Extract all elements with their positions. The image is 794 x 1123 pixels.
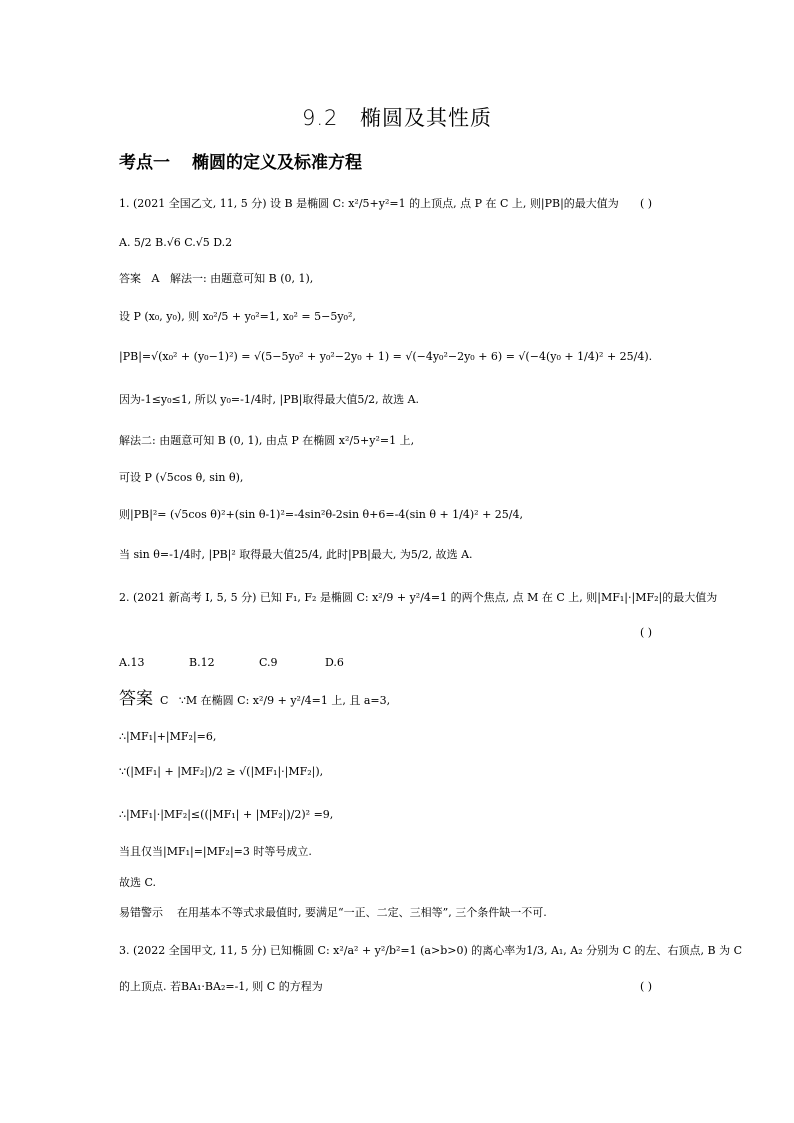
q1-answer-line	[119, 272, 313, 286]
q2-solution-line: ∵M 在椭圆 C: x²/9 + y²/4=1 上, 且 a=3,	[178, 694, 391, 707]
title-number: 9.2	[301, 106, 339, 130]
q2-solution-line: ∴|MF₁|+|MF₂|=6,	[119, 730, 217, 743]
q3-bracket: ( )	[640, 980, 653, 993]
q2-option-a: A.13	[119, 656, 145, 669]
q1-bracket: ( )	[640, 197, 653, 210]
q1-answer-choice: A	[151, 272, 160, 285]
q1-solution-line: 可设 P (√5cos θ, sin θ),	[119, 471, 244, 484]
q2-answer-choice: C	[160, 694, 169, 707]
section-text: 椭圆的定义及标准方程	[192, 153, 362, 173]
q2-warning-label: 易错警示	[119, 906, 163, 919]
q2-solution-line: 故选 C.	[119, 876, 157, 889]
q1-answer-label: 答案	[119, 272, 141, 285]
q2-answer-line	[119, 689, 390, 711]
q2-solution-line: ∵(|MF₁| + |MF₂|)/2 ≥ √(|MF₁|·|MF₂|),	[119, 765, 324, 778]
q3-stem-line2: 的上顶点. 若BA₁·BA₂=-1, 则 C 的方程为	[119, 980, 323, 993]
q2-bracket: ( )	[640, 626, 653, 639]
q2-solution-line: 当且仅当|MF₁|=|MF₂|=3 时等号成立.	[119, 845, 312, 858]
q1-stem: 1. (2021 全国乙文, 11, 5 分) 设 B 是椭圆 C: x²/5+y²=1 的上顶点, 点 P 在 C 上, 则|PB|的最大值为	[119, 197, 619, 210]
q2-answer-label: 答案	[119, 689, 153, 709]
q2-option-d: D.6	[325, 656, 344, 669]
page-title	[0, 102, 794, 132]
q1-solution-line: 因为-1≤y₀≤1, 所以 y₀=-1/4时, |PB|取得最大值5/2, 故选 A.	[119, 393, 420, 406]
section-label: 考点一	[119, 153, 170, 173]
q2-solution-line: ∴|MF₁|·|MF₂|≤((|MF₁| + |MF₂|)/2)² =9,	[119, 808, 334, 821]
q1-solution-line: |PB|=√(x₀² + (y₀−1)²) = √(5−5y₀² + y₀²−2y₀ + 1) = √(−4y₀²−2y₀ + 6) = √(−4(y₀ + 1/4)² + 25/4).	[119, 350, 653, 363]
q2-options	[119, 656, 344, 670]
q1-solution-line: 解法一: 由题意可知 B (0, 1),	[169, 272, 314, 285]
q1-solution-line: 则|PB|²= (√5cos θ)²+(sin θ-1)²=-4sin²θ-2sin θ+6=-4(sin θ + 1/4)² + 25/4,	[119, 508, 523, 521]
section-heading	[119, 148, 362, 173]
q1-solution-line: 解法二: 由题意可知 B (0, 1), 由点 P 在椭圆 x²/5+y²=1 上,	[119, 434, 415, 447]
q2-stem: 2. (2021 新高考 Ⅰ, 5, 5 分) 已知 F₁, F₂ 是椭圆 C: x²/9 + y²/4=1 的两个焦点, 点 M 在 C 上, 则|MF₁|·|MF₂|的最大值为	[119, 591, 718, 604]
title-text: 椭圆及其性质	[360, 106, 493, 130]
q2-warning	[119, 906, 547, 920]
q1-options: A. 5/2 B.√6 C.√5 D.2	[119, 236, 233, 249]
q1-solution-line: 当 sin θ=-1/4时, |PB|² 取得最大值25/4, 此时|PB|最大, 为5/2, 故选 A.	[119, 548, 473, 561]
q2-warning-text: 在用基本不等式求最值时, 要满足“一正、二定、三相等”, 三个条件缺一不可.	[177, 906, 547, 919]
q1-solution-line: 设 P (x₀, y₀), 则 x₀²/5 + y₀²=1, x₀² = 5−5y₀²,	[119, 310, 356, 323]
q2-option-b: B.12	[189, 656, 215, 669]
q3-stem-line1: 3. (2022 全国甲文, 11, 5 分) 已知椭圆 C: x²/a² + y²/b²=1 (a>b>0) 的离心率为1/3, A₁, A₂ 分别为 C 的左、右顶点, B 为 C	[119, 944, 743, 957]
q2-option-c: C.9	[259, 656, 278, 669]
